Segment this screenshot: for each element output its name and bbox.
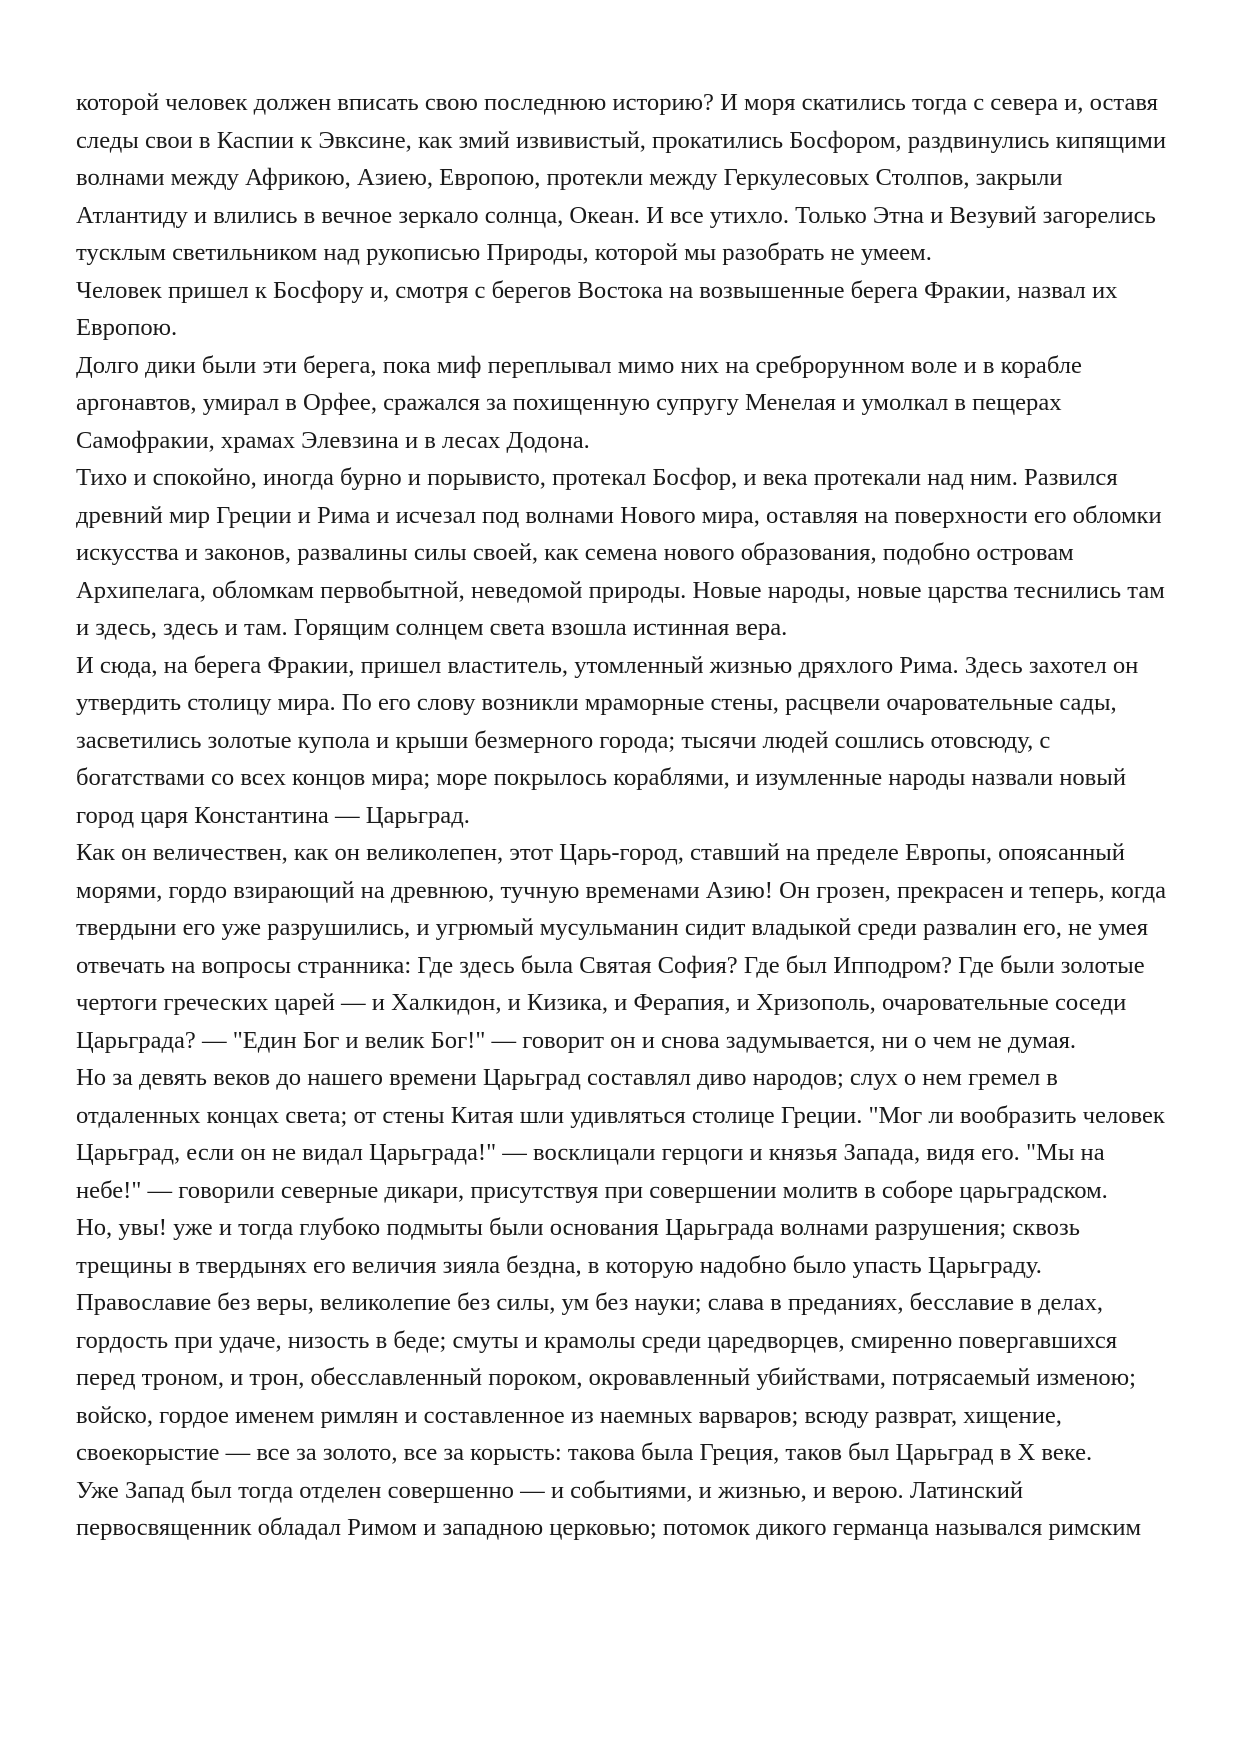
paragraph: Долго дики были эти берега, пока миф переплывал мимо них на среброрунном воле и в корабле аргонавтов, умирал в Орфее, сражался за похищенную супругу Менелая и умолкал в пещерах Самофракии, храмах Элевзина и в лесах Додона. <box>76 351 1082 454</box>
paragraph: которой человек должен вписать свою последнюю историю? И моря скатились тогда с севера и, оставя следы свои в Каспии к Эвксине, как змий извивистый, прокатились Босфором, раздвинулись кипящими волнами между Африкою, Азиею, Европою, протекли между Геркулесовых Столпов, закрыли Атлантиду и влились в вечное зеркало солнца, Океан. И все утихло. Только Этна и Везувий загорелись тусклым светильником над рукописью Природы, которой мы разобрать не умеем. <box>76 89 1167 266</box>
paragraph: Но, увы! уже и тогда глубоко подмыты были основания Царьграда волнами разрушения; сквозь трещины в твердынях его величия зияла бездна, в которую надобно было упасть Царьграду. Православие без веры, великолепие без силы, ум без науки; слава в преданиях, бесславие в делах, гордость при удаче, низость в беде; смуты и крамолы среди царедворцев, смиренно повергавшихся перед троном, и трон, обесславленный пороком, окровавленный убийствами, потрясаемый изменою; войско, гордое именем римлян и составленное из наемных варваров; всюду разврат, хищение, своекорыстие — все за золото, все за корысть: такова была Греция, таков был Царьград в X веке. <box>76 1214 1136 1466</box>
paragraph: Тихо и спокойно, иногда бурно и порывисто, протекал Босфор, и века протекали над ним. Развился древний мир Греции и Рима и исчезал под волнами Нового мира, оставляя на поверхности его обломки искусства и законов, развалины силы своей, как семена нового образования, подобно островам Архипелага, обломкам первобытной, неведомой природы. Новые народы, новые царства теснились там и здесь, здесь и там. Горящим солнцем света взошла истинная вера. <box>76 464 1165 641</box>
paragraph: И сюда, на берега Фракии, пришел властитель, утомленный жизнью дряхлого Рима. Здесь захотел он утвердить столицу мира. По его слову возникли мраморные стены, расцвели очаровательные сады, засветились золотые купола и крыши безмерного города; тысячи людей сошлись отовсюду, с богатствами со всех концов мира; море покрылось кораблями, и изумленные народы назвали новый город царя Константина — Царьград. <box>76 651 1139 829</box>
paragraph: Уже Запад был тогда отделен совершенно — и событиями, и жизнью, и верою. Латинский первосвященник обладал Римом и западною церковью; потомок дикого германца назывался римским <box>76 1476 1142 1541</box>
paragraph: Как он величествен, как он великолепен, этот Царь-город, ставший на пределе Европы, опоясанный морями, гордо взирающий на древнюю, тучную временами Азию! Он грозен, прекрасен и теперь, когда твердыни его уже разрушились, и угрюмый мусульманин сидит владыкой среди развалин его, не умея отвечать на вопросы странника: Где здесь была Святая София? Где был Ипподром? Где были золотые чертоги греческих царей — и Халкидон, и Кизика, и Ферапия, и Хризополь, очаровательные соседи Царьграда? — "Един Бог и велик Бог!" — говорит он и снова задумывается, ни о чем не думая. <box>76 839 1167 1054</box>
paragraph: Но за девять веков до нашего времени Царьград составлял диво народов; слух о нем гремел в отдаленных концах света; от стены Китая шли удивляться столице Греции. "Мог ли вообразить человек Царьград, если он не видал Царьграда!" — восклицали герцоги и князья Запада, видя его. "Мы на небе!" — говорили северные дикари, присутствуя при совершении молитв в соборе царьградском. <box>76 1064 1165 1204</box>
document-page <box>76 84 1168 1547</box>
paragraph: Человек пришел к Босфору и, смотря с берегов Востока на возвышенные берега Фракии, назвал их Европою. <box>76 276 1118 341</box>
